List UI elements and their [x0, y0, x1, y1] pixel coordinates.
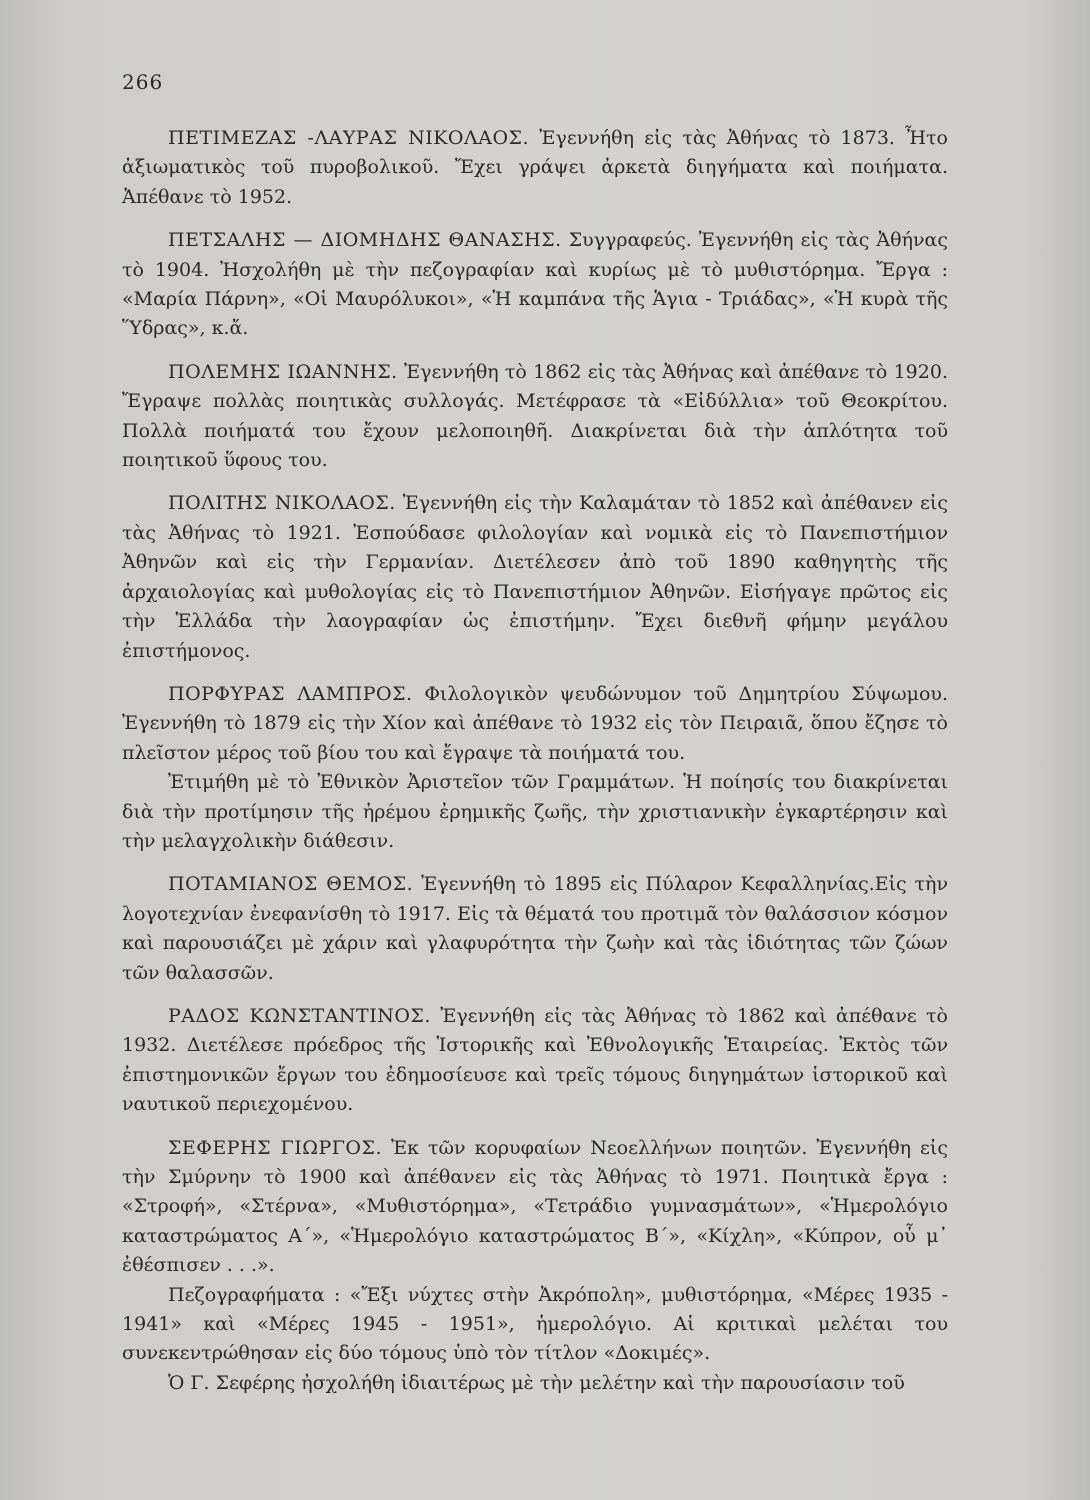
entry-text: Συγγραφεύς. Ἐγεννήθη εἰς τὰς Ἀθήνας τὸ 1904. Ἠσχολήθη μὲ τὴν πεζογραφίαν καὶ κυρίως μὲ τὸ μυθιστόρημα. Ἔργα : «Μαρία Πάρνη», «Οἱ Μαυρόλυκοι», «Ἡ καμπάνα τῆς Ἁγια - Τριάδας», «Ἡ κυρὰ τῆς Ὕδρας», κ.ἄ.: [122, 229, 948, 340]
entry-first-paragraph: [122, 358, 948, 476]
entry-first-paragraph: [122, 489, 948, 665]
entry-first-paragraph: [122, 870, 948, 988]
dictionary-entry: [122, 1002, 948, 1120]
entry-text: Φιλολογικὸν ψευδώνυμον τοῦ Δημητρίου Σύψωμου. Ἐγεννήθη τὸ 1879 εἰς τὴν Χίον καὶ ἀπέθανε τὸ 1932 εἰς τὸν Πειραιᾶ, ὅπου ἔζησε τὸ πλεῖστον μέρος τοῦ βίου του καὶ ἔγραψε τὰ ποιήματά του.: [122, 682, 948, 764]
entry-first-paragraph: [122, 680, 948, 768]
dictionary-entry: [122, 1134, 948, 1399]
entry-heading: ΣΕΦΕΡΗΣ ΓΙΩΡΓΟΣ.: [168, 1136, 382, 1159]
entry-text: Ἐγεννήθη τὸ 1862 εἰς τὰς Ἀθήνας καὶ ἀπέθανε τὸ 1920. Ἔγραψε πολλὰς ποιητικὰς συλλογάς. Μετέφρασε τὰ «Εἰδύλλια» τοῦ Θεοκρίτου. Πολλὰ ποιήματά του ἔχουν μελοποιηθῆ. Διακρίνεται διὰ τὴν ἁπλότητα τοῦ ποιητικοῦ ὕφους του.: [122, 360, 948, 472]
entry-text: Ἐγεννήθη τὸ 1895 εἰς Πύλαρον Κεφαλληνίας.Εἰς τὴν λογοτεχνίαν ἐνεφανίσθη τὸ 1917. Εἰς τὰ θέματά του προτιμᾶ τὸν θαλάσσιον κόσμον καὶ παρουσιάζει μὲ χάριν καὶ γλαφυρότητα τὴν ζωὴν καὶ τὰς ἰδιότητας τῶν ζώων τῶν θαλασσῶν.: [122, 873, 948, 984]
dictionary-entry: [122, 489, 948, 665]
entry-paragraph: [122, 768, 948, 856]
dictionary-entry: [122, 226, 948, 344]
entry-first-paragraph: [122, 226, 948, 344]
entry-paragraph: [122, 1369, 948, 1398]
entry-text: Ἐγεννήθη εἰς τὴν Καλαμάταν τὸ 1852 καὶ ἀπέθανεν εἰς τὰς Ἀθήνας τὸ 1921. Ἐσπούδασε φιλολογίαν καὶ νομικὰ εἰς τὸ Πανεπιστήμιον Ἀθηνῶν καὶ εἰς τὴν Γερμανίαν. Διετέλεσεν ἀπὸ τοῦ 1890 καθηγητὴς τῆς ἀρχαιολογίας καὶ μυθολογίας εἰς τὸ Πανεπιστήμιον Ἀθηνῶν. Εἰσήγαγε πρῶτος εἰς τὴν Ἑλλάδα τὴν λαογραφίαν ὡς ἐπιστήμην. Ἔχει διεθνῆ φήμην μεγάλου ἐπιστήμονος.: [122, 492, 948, 662]
entry-heading: ΠΟΤΑΜΙΑΝΟΣ ΘΕΜΟΣ.: [168, 873, 414, 896]
dictionary-entry: [122, 358, 948, 476]
entry-first-paragraph: [122, 1134, 948, 1281]
entry-text: Ἐτιμήθη μὲ τὸ Ἐθνικὸν Ἀριστεῖον τῶν Γραμμάτων. Ἡ ποίησίς του διακρίνεται διὰ τὴν προτίμησιν τῆς ἠρέμου ἐρημικῆς ζωῆς, τὴν χριστιανικὴν ἐγκαρτέρησιν καὶ τὴν μελαγχολικὴν διάθεσιν.: [122, 771, 948, 852]
dictionary-entry: [122, 870, 948, 988]
dictionary-entry: [122, 124, 948, 212]
entry-heading: ΠΟΛΕΜΗΣ ΙΩΑΝΝΗΣ.: [168, 360, 398, 383]
entry-heading: ΠΕΤΙΜΕΖΑΣ -ΛΑΥΡΑΣ ΝΙΚΟΛΑΟΣ.: [168, 127, 530, 149]
entry-text: Πεζογραφήματα : «Ἔξι νύχτες στὴν Ἀκρόπολη», μυθιστόρημα, «Μέρες 1935 - 1941» καὶ «Μέρες 1945 - 1951», ἡμερολόγιο. Αἱ κριτικαὶ μελέται του συνεκεντρώθησαν εἰς δύο τόμους ὑπὸ τὸν τίτλον «Δοκιμές».: [122, 1283, 948, 1365]
entry-heading: ΡΑΔΟΣ ΚΩΝΣΤΑΝΤΙΝΟΣ.: [168, 1004, 431, 1027]
text-block: [122, 124, 948, 1412]
entry-heading: ΠΟΡΦΥΡΑΣ ΛΑΜΠΡΟΣ.: [168, 682, 413, 705]
entry-text: Ὁ Γ. Σεφέρης ἠσχολήθη ἰδιαιτέρως μὲ τὴν μελέτην καὶ τὴν παρουσίασιν τοῦ: [168, 1371, 905, 1394]
entry-paragraph: [122, 1281, 948, 1369]
entry-text: Ἐκ τῶν κορυφαίων Νεοελλήνων ποιητῶν. Ἐγεννήθη εἰς τὴν Σμύρνην τὸ 1900 καὶ ἀπέθανεν εἰς τὰς Ἀθήνας τὸ 1971. Ποιητικὰ ἔργα : «Στροφή», «Στέρνα», «Μυθιστόρημα», «Τετράδιο γυμνασμάτων», «Ἡμερολόγιο καταστρώματος Α΄», «Ἡμερολόγιο καταστρώματος Β΄», «Κίχλη», «Κύπρον, οὗ μ᾽ ἐθέσπισεν . . .».: [122, 1136, 948, 1277]
dictionary-entry: [122, 680, 948, 856]
entry-first-paragraph: [122, 124, 948, 212]
page-number: 266: [122, 70, 164, 94]
entry-heading: ΠΕΤΣΑΛΗΣ — ΔΙΟΜΗΔΗΣ ΘΑΝΑΣΗΣ.: [168, 229, 562, 252]
entry-text: Ἐγεννήθη εἰς τὰς Ἀθήνας τὸ 1873. Ἦτο ἀξιωματικὸς τοῦ πυροβολικοῦ. Ἔχει γράψει ἀρκετὰ διηγήματα καὶ ποιήματα. Ἀπέθανε τὸ 1952.: [122, 127, 948, 208]
entry-first-paragraph: [122, 1002, 948, 1120]
entry-text: Ἐγεννήθη εἰς τὰς Ἀθήνας τὸ 1862 καὶ ἀπέθανε τὸ 1932. Διετέλεσε πρόεδρος τῆς Ἱστορικῆς καὶ Ἐθνολογικῆς Ἑταιρείας. Ἐκτὸς τῶν ἐπιστημονικῶν ἔργων του ἐδημοσίευσε καὶ τρεῖς τόμους διηγημάτων ἱστορικοῦ καὶ ναυτικοῦ περιεχομένου.: [122, 1004, 949, 1116]
entry-heading: ΠΟΛΙΤΗΣ ΝΙΚΟΛΑΟΣ.: [168, 492, 396, 515]
